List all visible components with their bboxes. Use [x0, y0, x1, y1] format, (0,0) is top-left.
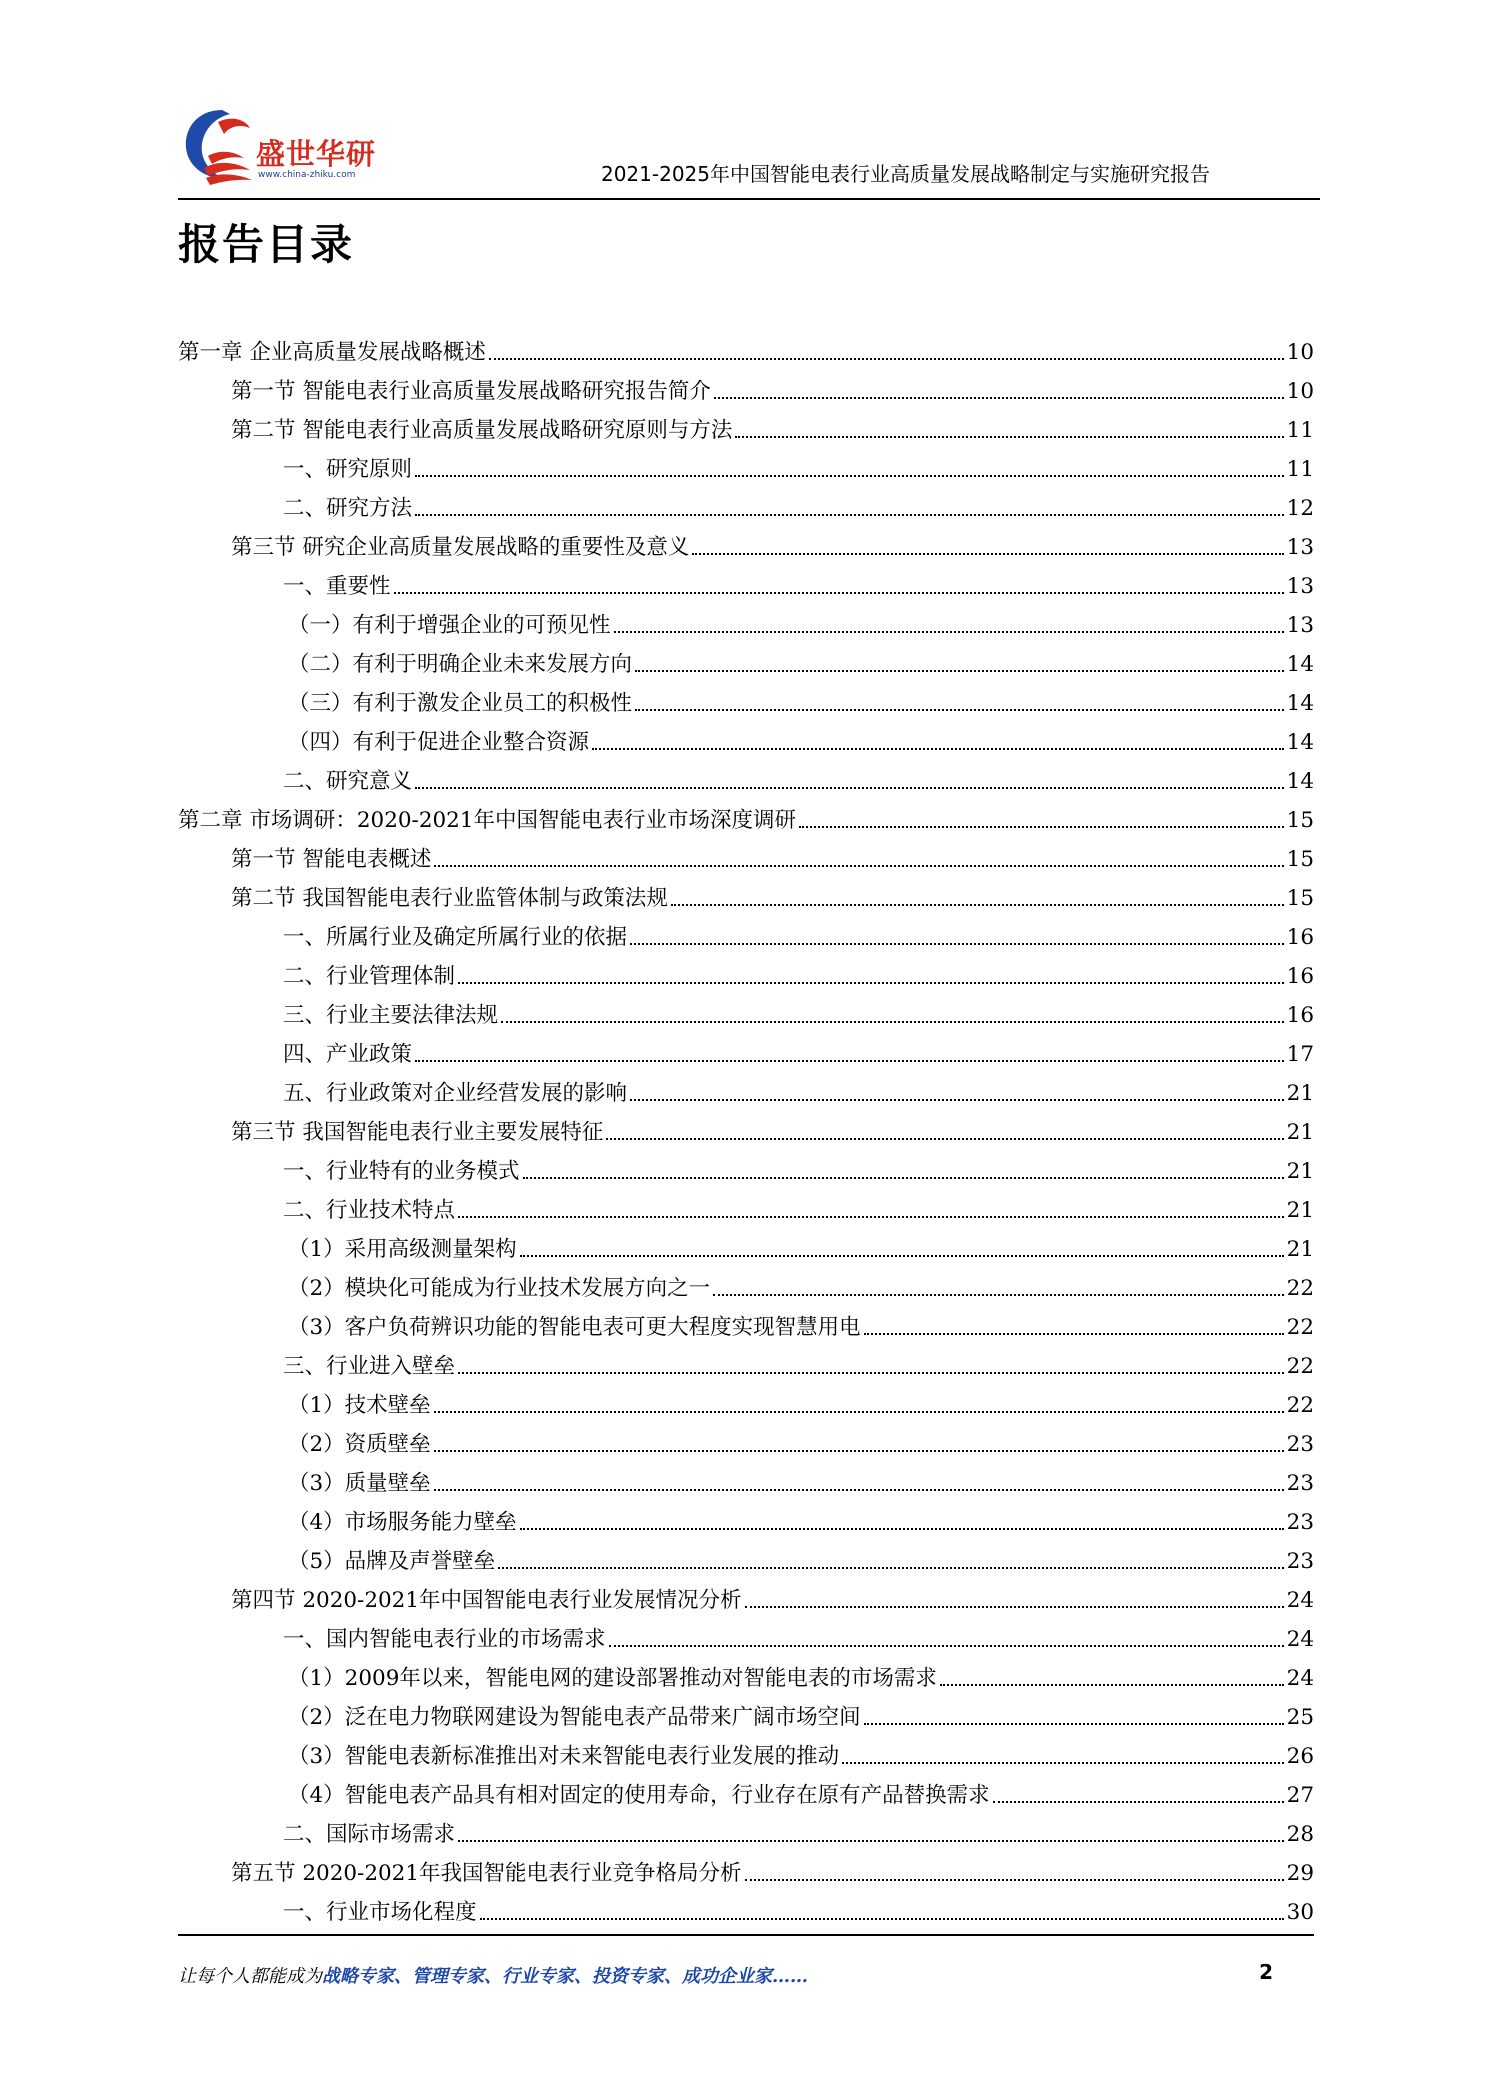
toc-leader-dots [745, 1606, 1284, 1608]
toc-entry[interactable] [178, 1498, 1314, 1537]
toc-leader-dots [434, 1489, 1284, 1491]
toc-entry-label: （一）有利于增强企业的可预见性 [288, 613, 611, 638]
toc-entry-label: 第三节 我国智能电表行业主要发展特征 [231, 1120, 604, 1145]
toc-entry-label: 第四节 2020-2021年中国智能电表行业发展情况分析 [231, 1588, 742, 1613]
toc-entry-label: 一、国内智能电表行业的市场需求 [283, 1627, 606, 1652]
toc-leader-dots [671, 904, 1284, 906]
toc-entry[interactable] [178, 991, 1314, 1030]
toc-leader-dots [745, 1879, 1284, 1881]
toc-entry-label: 一、重要性 [283, 574, 391, 599]
toc-leader-dots [480, 1918, 1284, 1920]
toc-entry-page: 22 [1286, 1315, 1314, 1340]
toc-entry[interactable] [178, 562, 1314, 601]
toc-entry[interactable] [178, 757, 1314, 796]
toc-leader-dots [489, 358, 1284, 360]
toc-entry-label: （5）品牌及声誉壁垒 [288, 1549, 496, 1574]
toc-entry[interactable] [178, 1810, 1314, 1849]
toc-leader-dots [713, 1294, 1283, 1296]
toc-leader-dots [434, 1450, 1284, 1452]
toc-entry-label: 一、所属行业及确定所属行业的依据 [283, 925, 628, 950]
toc-entry[interactable] [178, 1147, 1314, 1186]
toc-entry-label: 第一节 智能电表行业高质量发展战略研究报告简介 [231, 379, 711, 404]
toc-entry[interactable] [178, 1225, 1314, 1264]
toc-entry[interactable] [178, 1342, 1314, 1381]
toc-leader-dots [498, 1567, 1283, 1569]
toc-leader-dots [415, 514, 1284, 516]
report-title: 2021-2025年中国智能电表行业高质量发展战略制定与实施研究报告 [600, 162, 1210, 186]
toc-entry-page: 16 [1286, 1003, 1314, 1028]
toc-entry-label: 二、研究方法 [283, 496, 413, 521]
toc-leader-dots [458, 1372, 1284, 1374]
slogan-lead: 让每个人都能成为 [178, 1966, 322, 1987]
toc-entry-page: 21 [1286, 1237, 1314, 1262]
company-logo [178, 104, 388, 184]
toc-entry-label: （2）模块化可能成为行业技术发展方向之一 [288, 1276, 711, 1301]
footer-slogan [178, 1962, 808, 1988]
toc-entry-page: 24 [1286, 1588, 1314, 1613]
toc-entry-label: （3）智能电表新标准推出对未来智能电表行业发展的推动 [288, 1744, 840, 1769]
toc-entry-page: 15 [1286, 886, 1314, 911]
toc-entry-page: 16 [1286, 925, 1314, 950]
toc-entry-page: 13 [1286, 613, 1314, 638]
logo-url: www.china-zhiku.com [258, 170, 356, 180]
toc-entry[interactable] [178, 1537, 1314, 1576]
toc-entry-page: 21 [1286, 1159, 1314, 1184]
page-title: 报告目录 [178, 220, 355, 269]
toc-entry-label: （2）泛在电力物联网建设为智能电表产品带来广阔市场空间 [288, 1705, 861, 1730]
toc-entry-label: （二）有利于明确企业未来发展方向 [288, 652, 633, 677]
toc-leader-dots [523, 1177, 1284, 1179]
toc-entry-page: 11 [1286, 457, 1314, 482]
toc-leader-dots [635, 709, 1284, 711]
toc-entry-page: 24 [1286, 1627, 1314, 1652]
page-number: 2 [1259, 1960, 1273, 1984]
toc-entry-page: 15 [1286, 847, 1314, 872]
logo-emblem-icon [178, 104, 266, 188]
toc-leader-dots [592, 748, 1284, 750]
toc-leader-dots [993, 1801, 1284, 1803]
toc-entry-page: 23 [1286, 1510, 1314, 1535]
toc-entry[interactable] [178, 1186, 1314, 1225]
toc-entry-label: 二、国际市场需求 [283, 1822, 456, 1847]
toc-entry[interactable] [178, 952, 1314, 991]
toc-entry-page: 17 [1286, 1042, 1314, 1067]
toc-entry[interactable] [178, 1069, 1314, 1108]
toc-entry-label: （四）有利于促进企业整合资源 [288, 730, 590, 755]
toc-entry-page: 13 [1286, 574, 1314, 599]
toc-entry[interactable] [178, 328, 1314, 367]
toc-entry-page: 23 [1286, 1549, 1314, 1574]
toc-entry-page: 24 [1286, 1666, 1314, 1691]
toc-entry-label: （2）资质壁垒 [288, 1432, 431, 1457]
toc-entry-label: 一、行业特有的业务模式 [283, 1159, 520, 1184]
toc-entry[interactable] [178, 1459, 1314, 1498]
toc-entry-label: 第三节 研究企业高质量发展战略的重要性及意义 [231, 535, 690, 560]
toc-entry[interactable] [178, 1888, 1314, 1927]
toc-entry-label: 一、行业市场化程度 [283, 1900, 477, 1925]
toc-entry[interactable] [178, 1849, 1314, 1888]
slogan-emphasis: 战略专家、管理专家、行业专家、投资专家、成功企业家…… [322, 1966, 808, 1987]
toc-entry-label: 第二章 市场调研：2020-2021年中国智能电表行业市场深度调研 [178, 808, 797, 833]
toc-entry[interactable] [178, 406, 1314, 445]
toc-entry-label: 三、行业进入壁垒 [283, 1354, 456, 1379]
toc-entry-page: 29 [1286, 1861, 1314, 1886]
toc-leader-dots [609, 1645, 1284, 1647]
toc-leader-dots [864, 1333, 1284, 1335]
toc-entry-page: 21 [1286, 1198, 1314, 1223]
toc-entry[interactable] [178, 601, 1314, 640]
toc-leader-dots [940, 1684, 1284, 1686]
toc-entry[interactable] [178, 1381, 1314, 1420]
toc-entry-page: 15 [1286, 808, 1314, 833]
toc-entry-label: 第一节 智能电表概述 [231, 847, 432, 872]
toc-entry-label: 第二节 智能电表行业高质量发展战略研究原则与方法 [231, 418, 733, 443]
toc-entry[interactable] [178, 1303, 1314, 1342]
toc-entry-label: 二、行业技术特点 [283, 1198, 456, 1223]
toc-entry[interactable] [178, 367, 1314, 406]
toc-entry-page: 23 [1286, 1432, 1314, 1457]
toc-entry[interactable] [178, 1771, 1314, 1810]
toc-entry-label: 一、研究原则 [283, 457, 413, 482]
toc-entry-page: 11 [1286, 418, 1314, 443]
toc-entry-page: 21 [1286, 1120, 1314, 1145]
toc-entry-label: （1）采用高级测量架构 [288, 1237, 517, 1262]
toc-leader-dots [714, 397, 1284, 399]
toc-leader-dots [415, 475, 1284, 477]
toc-entry[interactable] [178, 1693, 1314, 1732]
toc-leader-dots [501, 1021, 1284, 1023]
toc-entry[interactable] [178, 1654, 1314, 1693]
table-of-contents [178, 328, 1314, 1927]
toc-entry-label: 二、研究意义 [283, 769, 413, 794]
footer-divider [178, 1934, 1314, 1936]
toc-entry-label: 第二节 我国智能电表行业监管体制与政策法规 [231, 886, 668, 911]
toc-leader-dots [434, 1411, 1284, 1413]
toc-entry-label: （4）市场服务能力壁垒 [288, 1510, 517, 1535]
toc-entry-page: 16 [1286, 964, 1314, 989]
toc-leader-dots [520, 1528, 1284, 1530]
toc-leader-dots [630, 943, 1284, 945]
toc-entry[interactable] [178, 679, 1314, 718]
toc-entry-label: 四、产业政策 [283, 1042, 413, 1067]
toc-entry-page: 13 [1286, 535, 1314, 560]
toc-entry[interactable] [178, 718, 1314, 757]
toc-entry[interactable] [178, 523, 1314, 562]
toc-entry-page: 22 [1286, 1393, 1314, 1418]
toc-entry-page: 14 [1286, 691, 1314, 716]
toc-leader-dots [614, 631, 1284, 633]
toc-entry-page: 21 [1286, 1081, 1314, 1106]
toc-entry-page: 12 [1286, 496, 1314, 521]
toc-leader-dots [606, 1138, 1283, 1140]
toc-entry-label: 二、行业管理体制 [283, 964, 456, 989]
toc-entry[interactable] [178, 1576, 1314, 1615]
toc-entry-label: 五、行业政策对企业经营发展的影响 [283, 1081, 628, 1106]
toc-entry[interactable] [178, 874, 1314, 913]
toc-leader-dots [415, 787, 1284, 789]
toc-entry[interactable] [178, 796, 1314, 835]
toc-entry-page: 28 [1286, 1822, 1314, 1847]
page-header [178, 100, 1320, 200]
toc-entry-label: 第五节 2020-2021年我国智能电表行业竞争格局分析 [231, 1861, 742, 1886]
toc-entry-page: 27 [1286, 1783, 1314, 1808]
toc-entry[interactable] [178, 913, 1314, 952]
toc-entry-page: 14 [1286, 652, 1314, 677]
toc-entry[interactable] [178, 445, 1314, 484]
toc-entry-label: 第一章 企业高质量发展战略概述 [178, 340, 486, 365]
toc-leader-dots [635, 670, 1284, 672]
toc-leader-dots [842, 1762, 1283, 1764]
toc-entry[interactable] [178, 1108, 1314, 1147]
toc-entry-label: （三）有利于激发企业员工的积极性 [288, 691, 633, 716]
toc-entry[interactable] [178, 640, 1314, 679]
toc-entry-label: （1）2009年以来，智能电网的建设部署推动对智能电表的市场需求 [288, 1666, 937, 1691]
toc-entry-page: 22 [1286, 1276, 1314, 1301]
toc-entry-label: 三、行业主要法律法规 [283, 1003, 499, 1028]
toc-leader-dots [458, 1216, 1284, 1218]
toc-entry-page: 10 [1286, 340, 1314, 365]
toc-leader-dots [434, 865, 1283, 867]
toc-entry[interactable] [178, 835, 1314, 874]
toc-entry-page: 25 [1286, 1705, 1314, 1730]
toc-entry[interactable] [178, 1615, 1314, 1654]
toc-leader-dots [864, 1723, 1284, 1725]
toc-entry[interactable] [178, 1264, 1314, 1303]
toc-leader-dots [415, 1060, 1284, 1062]
toc-entry-label: （3）质量壁垒 [288, 1471, 431, 1496]
toc-leader-dots [458, 982, 1284, 984]
toc-entry-page: 14 [1286, 730, 1314, 755]
toc-leader-dots [520, 1255, 1284, 1257]
toc-entry-page: 23 [1286, 1471, 1314, 1496]
toc-leader-dots [394, 592, 1284, 594]
toc-entry-label: （4）智能电表产品具有相对固定的使用寿命，行业存在原有产品替换需求 [288, 1783, 990, 1808]
toc-entry[interactable] [178, 1732, 1314, 1771]
toc-entry-page: 26 [1286, 1744, 1314, 1769]
toc-entry-page: 22 [1286, 1354, 1314, 1379]
toc-leader-dots [692, 553, 1283, 555]
toc-leader-dots [735, 436, 1283, 438]
toc-entry-page: 30 [1286, 1900, 1314, 1925]
toc-leader-dots [799, 826, 1284, 828]
toc-entry[interactable] [178, 1030, 1314, 1069]
toc-entry[interactable] [178, 1420, 1314, 1459]
toc-leader-dots [630, 1099, 1284, 1101]
toc-entry-label: （1）技术壁垒 [288, 1393, 431, 1418]
toc-entry-page: 10 [1286, 379, 1314, 404]
toc-entry-page: 14 [1286, 769, 1314, 794]
toc-entry-label: （3）客户负荷辨识功能的智能电表可更大程度实现智慧用电 [288, 1315, 861, 1340]
logo-name: 盛世华研 [256, 137, 377, 171]
toc-entry[interactable] [178, 484, 1314, 523]
toc-leader-dots [458, 1840, 1284, 1842]
